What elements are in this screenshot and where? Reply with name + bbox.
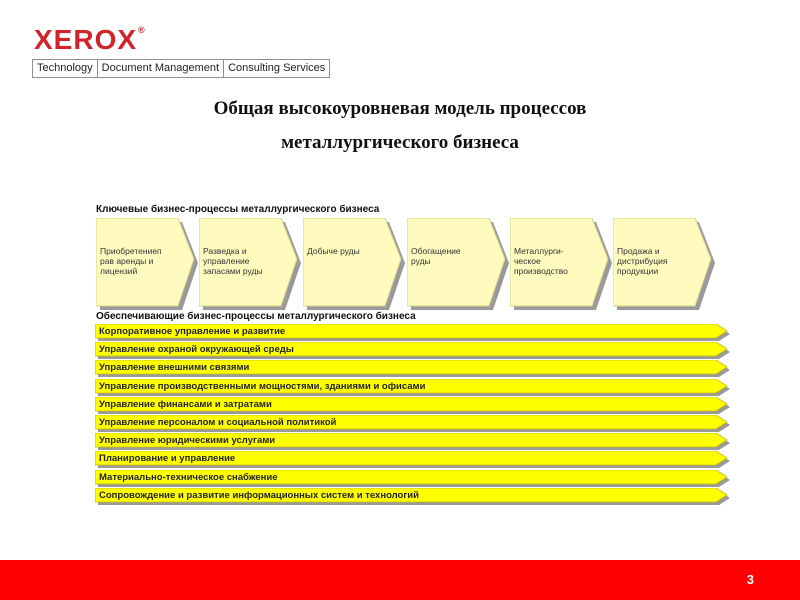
key-process-6 <box>613 218 709 308</box>
key-process-label: Продажа и дистрибуция продукции <box>617 246 668 276</box>
footer-bar <box>0 560 800 600</box>
key-process-1 <box>96 218 192 308</box>
support-process-10 <box>95 488 731 503</box>
support-process-label: Корпоративное управление и развитие <box>99 326 286 337</box>
logo-trademark: ® <box>138 25 146 35</box>
support-process-9 <box>95 470 731 485</box>
title-line-1: Общая высокоуровневая модель процессов <box>213 98 587 119</box>
page-number: 3 <box>746 572 754 587</box>
support-process-label: Управление охраной окружающей среды <box>99 344 294 355</box>
support-process-1 <box>95 324 731 339</box>
support-process-8 <box>95 451 731 466</box>
chevron-shape <box>303 218 409 314</box>
support-process-label: Управление внешними связями <box>99 362 250 373</box>
support-process-label: Материально-техническое снабжение <box>99 472 278 483</box>
support-process-2 <box>95 342 731 357</box>
tagline-document-management: Document Management <box>98 60 224 77</box>
key-process-label: Добыче руды <box>307 246 360 256</box>
key-process-2 <box>199 218 295 308</box>
tagline-technology: Technology <box>33 60 98 77</box>
key-process-5 <box>510 218 606 308</box>
tagline-consulting-services: Consulting Services <box>228 62 326 74</box>
key-process-4 <box>407 218 503 308</box>
support-processes-label: Обеспечивающие бизнес-процессы металлургического бизнеса <box>96 311 416 322</box>
key-process-label: Приобретениеп рав аренды и лицензий <box>100 246 162 276</box>
support-process-3 <box>95 360 731 375</box>
chevron-shape <box>407 218 513 314</box>
key-process-label: Металлурги- ческое производство <box>514 246 568 276</box>
support-process-5 <box>95 397 731 412</box>
support-process-6 <box>95 415 731 430</box>
support-process-label: Управление производственными мощностями, зданиями и офисами <box>99 381 426 392</box>
key-process-label: Обогащение руды <box>411 246 461 266</box>
support-process-label: Управление персоналом и социальной политикой <box>99 417 337 428</box>
support-process-7 <box>95 433 731 448</box>
support-process-label: Управление финансами и затратами <box>99 399 272 410</box>
key-processes-label: Ключевые бизнес-процессы металлургического бизнеса <box>96 204 380 215</box>
key-process-label: Разведка и управление запасами руды <box>203 246 263 276</box>
key-process-3 <box>303 218 399 308</box>
logo-text: XEROX <box>34 24 138 55</box>
title-line-2: металлургического бизнеса <box>281 132 519 153</box>
support-process-label: Сопровождение и развитие информационных систем и технологий <box>99 490 419 501</box>
support-process-4 <box>95 379 731 394</box>
support-process-label: Планирование и управление <box>99 453 236 464</box>
support-process-label: Управление юридическими услугами <box>99 435 276 446</box>
